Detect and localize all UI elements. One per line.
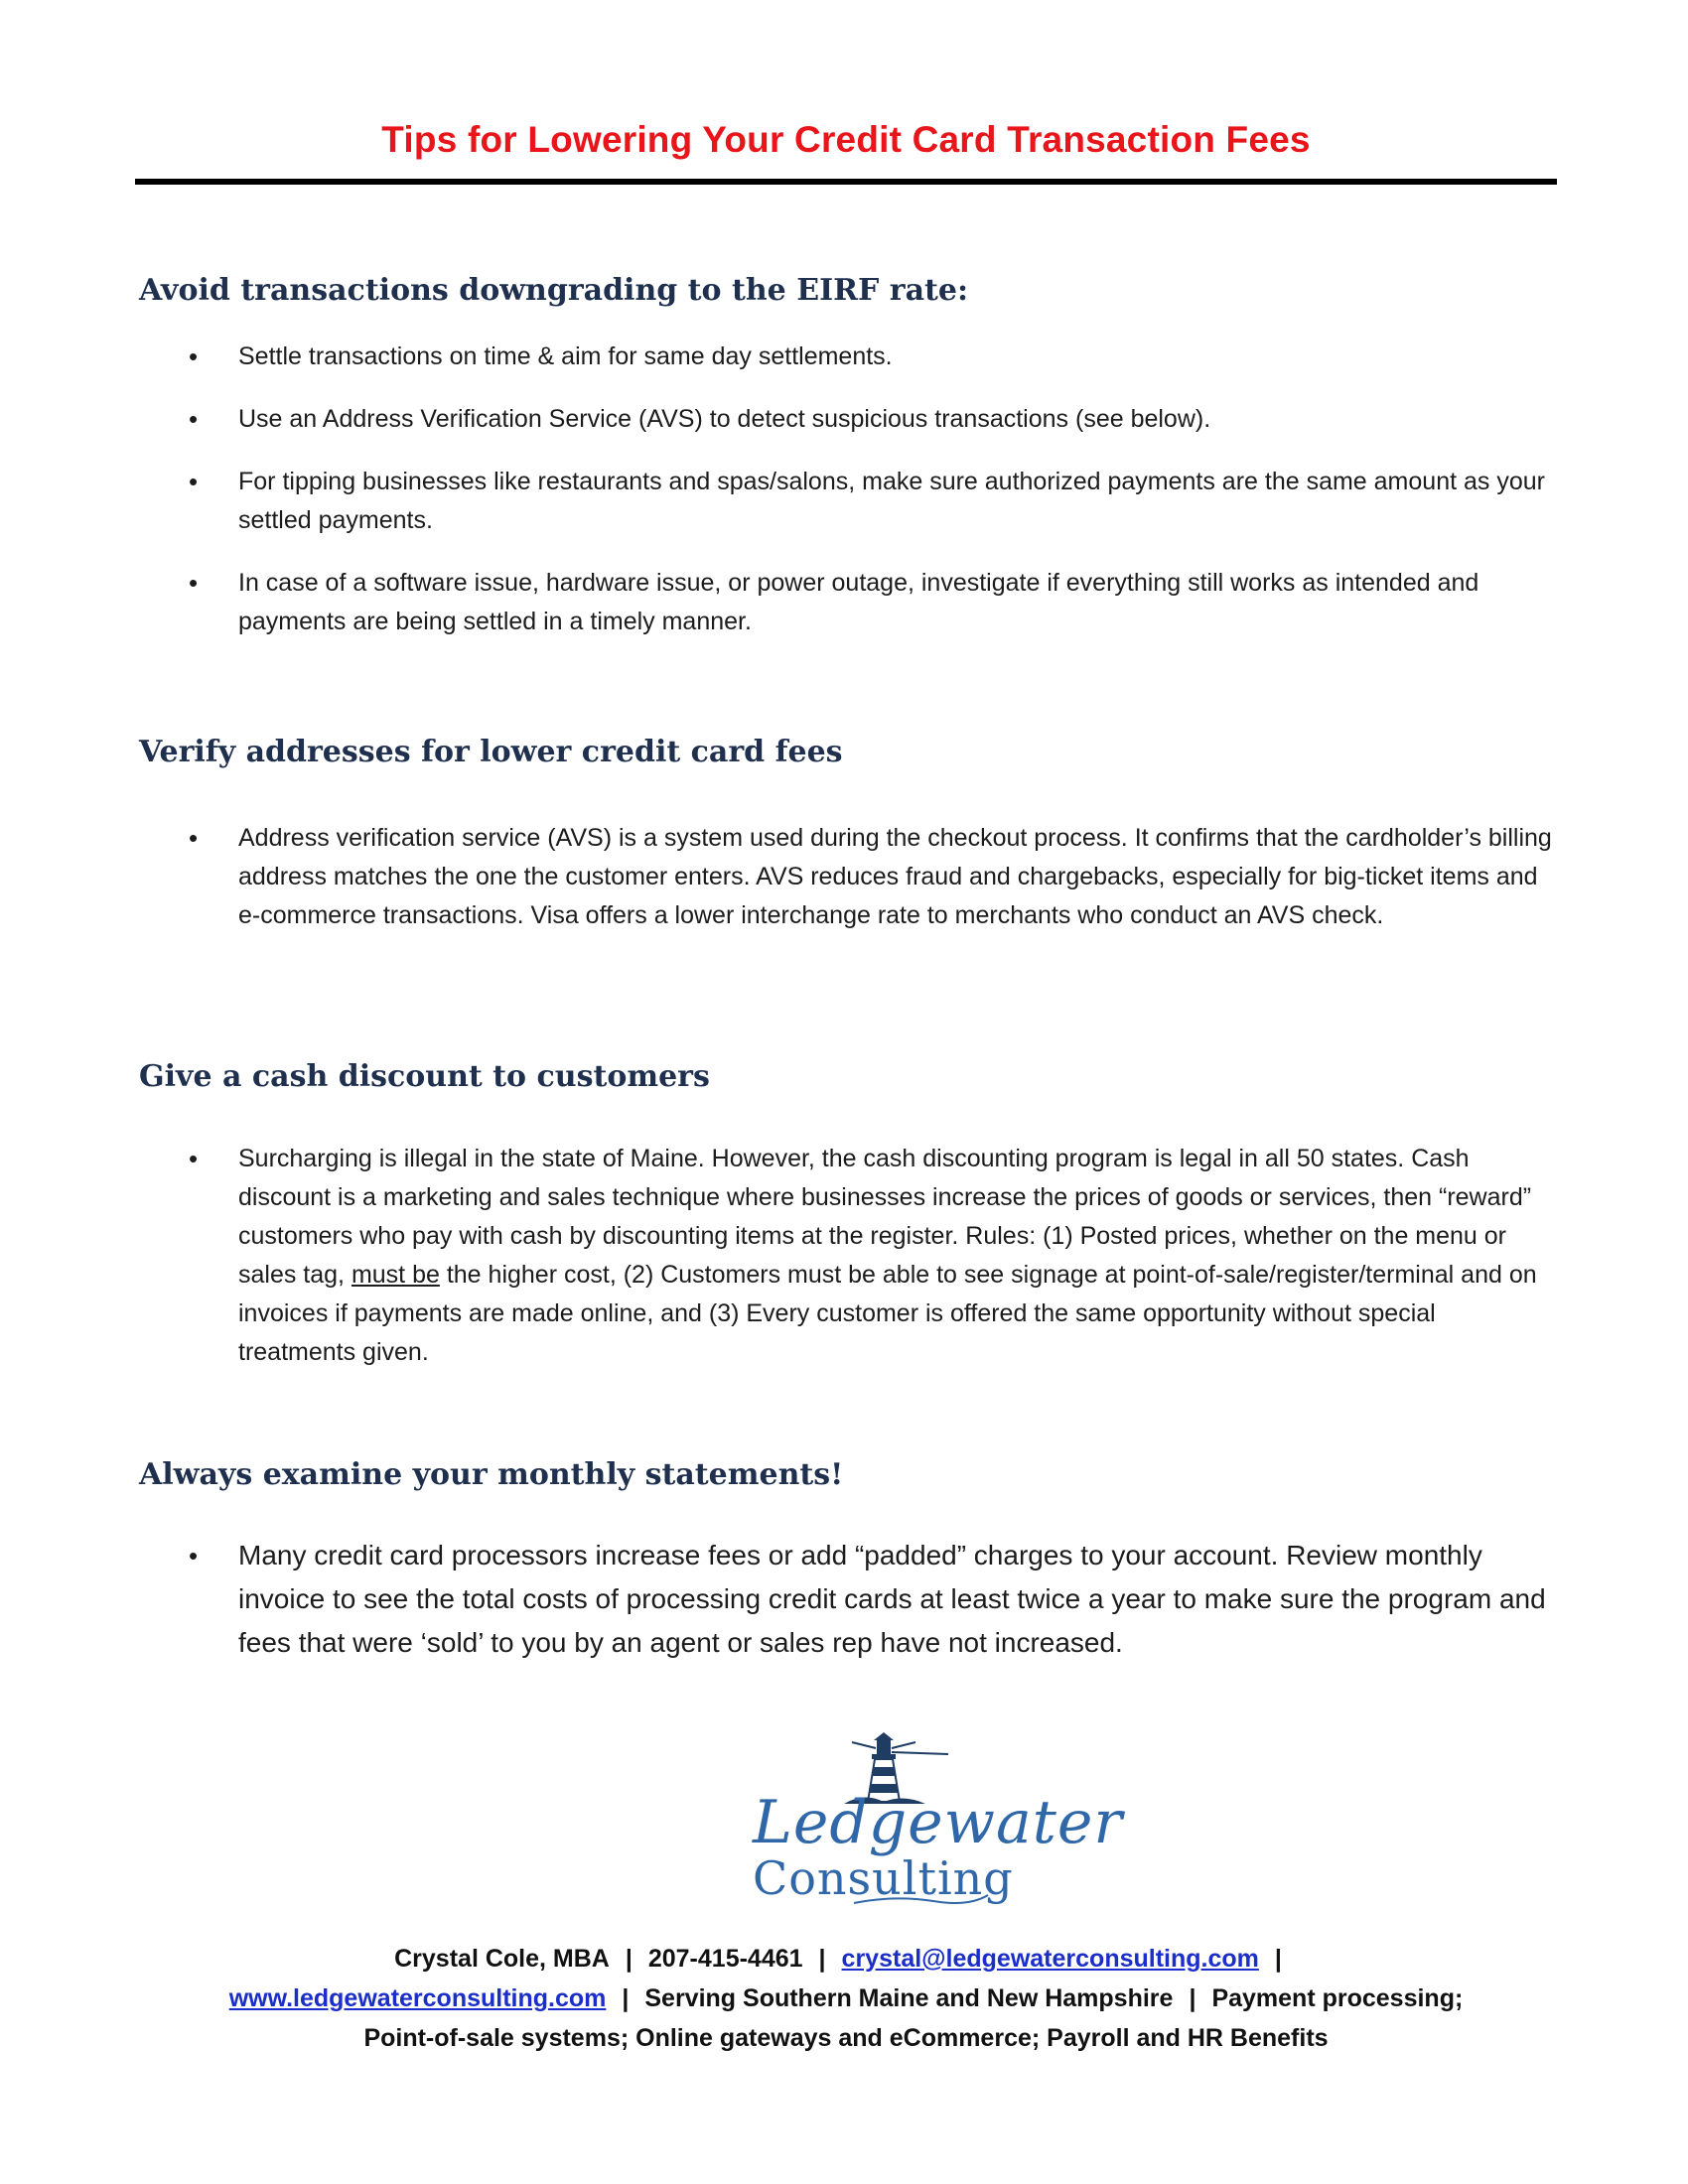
services-part-2: Point-of-sale systems; Online gateways and eCommerce; Payroll and HR Benefits	[363, 2024, 1329, 2052]
list-item	[139, 1140, 1559, 1372]
separator: |	[625, 1945, 633, 1973]
footer-line-1	[135, 1939, 1557, 1979]
list-item: • Settle transactions on time & aim for same day settlements.	[139, 338, 1559, 376]
company-logo	[735, 1732, 1124, 1911]
footer-contact	[135, 1939, 1557, 2058]
bullet-list-avs	[139, 819, 1559, 935]
section-heading-statements: Always examine your monthly statements!	[139, 1457, 844, 1492]
logo-line-1: Ledgewater	[753, 1788, 1124, 1857]
website-link[interactable]: www.ledgewaterconsulting.com	[228, 1984, 607, 2012]
contact-name: Crystal Cole, MBA	[394, 1945, 610, 1973]
services-part-1: Payment processing;	[1211, 1984, 1464, 2012]
list-item: • Use an Address Verification Service (AVS) to detect suspicious transactions (see below).	[139, 400, 1559, 439]
title-divider	[135, 179, 1557, 185]
separator: |	[622, 1984, 630, 2012]
list-item: • In case of a software issue, hardware issue, or power outage, investigate if everything still works as intended and payments are being settled in a timely manner.	[139, 564, 1559, 641]
bullet-list-eirf	[139, 338, 1559, 641]
contact-phone: 207-415-4461	[647, 1945, 803, 1973]
email-link[interactable]: crystal@ledgewaterconsulting.com	[841, 1945, 1259, 1973]
logo-line-2: Consulting	[753, 1851, 1014, 1905]
cash-discount-text-part2: the higher cost, (2) Customers must be able to see signage at point-of-sale/register/terminal and on invoices if payments are made online, and (3) Every customer is offered the same opportunity without special treatments given.	[238, 1261, 1537, 1366]
footer-line-2	[135, 1979, 1557, 2018]
section-heading-avs: Verify addresses for lower credit card fees	[139, 735, 843, 769]
section-heading-cash-discount: Give a cash discount to customers	[139, 1059, 710, 1094]
list-item: • For tipping businesses like restaurants and spas/salons, make sure authorized payments are the same amount as your settled payments.	[139, 463, 1559, 540]
separator: |	[1189, 1984, 1196, 2012]
separator: |	[1274, 1945, 1282, 1973]
bullet-list-statements	[139, 1534, 1559, 1665]
page-title: Tips for Lowering Your Credit Card Transaction Fees	[381, 119, 1311, 160]
section-heading-eirf: Avoid transactions downgrading to the EIRF rate:	[139, 273, 969, 308]
must-be-underlined: must be	[351, 1261, 440, 1289]
list-item: • Many credit card processors increase fees or add “padded” charges to your account. Review monthly invoice to see the total costs of processing credit cards at least twice a year to make sure the program and fees that were ‘sold’ to you by an agent or sales rep have not increased.	[139, 1534, 1559, 1665]
list-item: • Address verification service (AVS) is a system used during the checkout process. It confirms that the cardholder’s billing address matches the one the customer enters. AVS reduces fraud and chargebacks, especially for big-ticket items and e-commerce transactions. Visa offers a lower interchange rate to merchants who conduct an AVS check.	[139, 819, 1559, 935]
footer-line-3	[135, 2018, 1557, 2058]
bullet-list-cash-discount	[139, 1140, 1559, 1372]
separator: |	[818, 1945, 826, 1973]
service-area: Serving Southern Maine and New Hampshire	[644, 1984, 1174, 2012]
cash-discount-text-part1: Surcharging is illegal in the state of Maine. However, the cash discounting program is legal in all 50 states. Cash discount is a marketing and sales technique where businesses increase the prices of goods or services, then “reward” customers who pay with cash by discounting items at the register. Rules: (1) Posted prices, whether on the menu or sales tag,	[238, 1145, 1532, 1289]
